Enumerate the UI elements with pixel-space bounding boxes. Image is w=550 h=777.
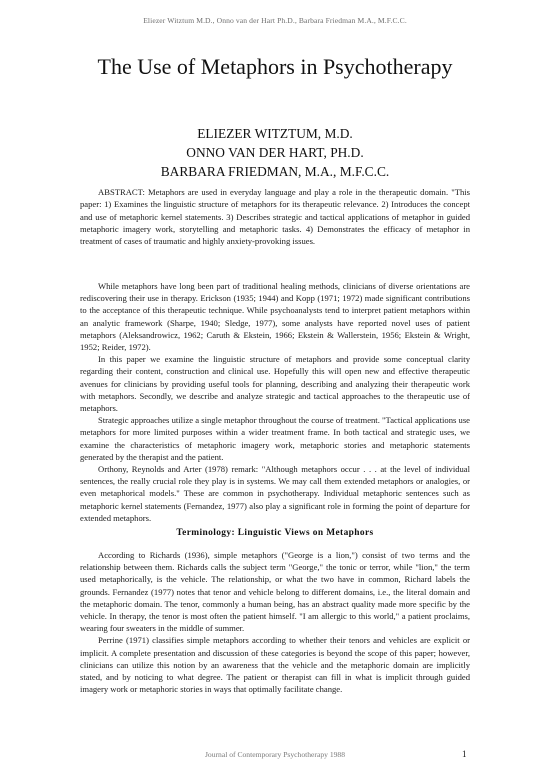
author-name: BARBARA FRIEDMAN, M.A., M.F.C.C.: [160, 164, 390, 179]
body-paragraph: While metaphors have long been part of traditional healing methods, clinicians of diverse orientations are rediscovering their use in therapy. Erickson (1935; 1944) and Kopp (1971; 1972) made significant contributions to the acceptance of this therapeutic technique. While psychoanalysts tend to interpret patient metaphors within an analytic framework (Sharpe, 1940; Sledge, 1977), some analysts have reported novel uses of patient metaphors (Aleksandrowicz, 1962; Caruth & Ekstein, 1966; Ekstein & Wallerstein, 1956; Ekstein & Wright, 1952; Reider, 1972).: [80, 281, 470, 353]
page-number: 1: [462, 749, 467, 759]
body-paragraph: In this paper we examine the linguistic structure of metaphors and provide some conceptual clarity regarding their content, construction and clinical use. Hopefully this will open new and effective therapeutic avenues for clinicians by providing useful tools for planning, describing and analyzing their therapeutic work with metaphors. Secondly, we describe and analyze strategic and tactical approaches to the therapeutic use of metaphors.: [80, 354, 470, 414]
introduction: [80, 280, 470, 524]
author-name: ELIEZER WITZTUM, M.D.: [197, 126, 353, 141]
author-name: ONNO VAN DER HART, PH.D.: [186, 145, 364, 160]
body-paragraph: Orthony, Reynolds and Arter (1978) remark: "Although metaphors occur . . . at the level of individual sentences, the really crucial role they play is in systems. We may call them extended metaphors or analogies, or even metaphorical models." These are common in psychotherapy. Individual metaphoric sentences such as metaphoric kernel statements (Fernandez, 1977) also play a significant role in forming the point of departure for extended metaphors.: [80, 464, 470, 523]
terminology-section: [80, 549, 470, 695]
body-paragraph: Perrine (1971) classifies simple metaphors according to whether their tenors and vehicles are explicit or implicit. A complete presentation and discussion of these categories is beyond the scope of this paper; however, clinicians can utilize this notion by an awareness that the vehicle and the metaphoric domain are implicitly stated, and by noticing to what degree. The patient or therapist can fill in what is implicit through guided imagery work or metaphoric stories in ways that optimally facilitate change.: [80, 635, 470, 695]
body-paragraph: Strategic approaches utilize a single metaphor throughout the course of treatment. "Tactical applications use metaphors for more limited purposes within a wider treatment frame. In both tactical and strategic uses, we examine the characteristics of metaphoric imagery work, metaphoric stories and metaphoric statements generated by the therapist and the patient.: [80, 415, 470, 462]
section-heading: Terminology: Linguistic Views on Metaphors: [176, 528, 374, 538]
running-header: Eliezer Witztum M.D., Onno van der Hart Ph.D., Barbara Friedman M.A., M.F.C.C.: [143, 16, 407, 25]
abstract: ABSTRACT: Metaphors are used in everyday language and play a role in the therapeutic domain. "This paper: 1) Examines the linguistic structure of metaphors for its therapeutic relevance. 2) Introduces the concept and use of metaphoric kernel statements. 3) Describes strategic and tactical applications of metaphor in guided metaphoric imagery work, storytelling and metaphoric tasks. 4) Demonstrates the efficacy of metaphor in treatment of cases of traumatic and highly anxiety-provoking issues.: [80, 187, 470, 247]
body-paragraph: According to Richards (1936), simple metaphors ("George is a lion,") consist of two terms and the relationship between them. Richards calls the subject term "George," the tonic or terror, while "lion," the term used metaphorically, is the vehicle. The relationship, or what the two have in common, Richard labels the grounds. Fernandez (1977) notes that tenor and vehicle belong to different domains, i.e., the literal domain and the metaphoric domain. The tenor, commonly a human being, has an abstract quality made more specific by the vehicle. In therapy, the tenor is most often the patient himself. "I am allergic to this world," a patient proclaims, wearing four sweaters in the middle of summer.: [80, 550, 470, 634]
journal-footer: Journal of Contemporary Psychotherapy 1988: [204, 750, 346, 759]
author-list: [0, 124, 550, 181]
paper-title: The Use of Metaphors in Psychotherapy: [97, 54, 453, 79]
